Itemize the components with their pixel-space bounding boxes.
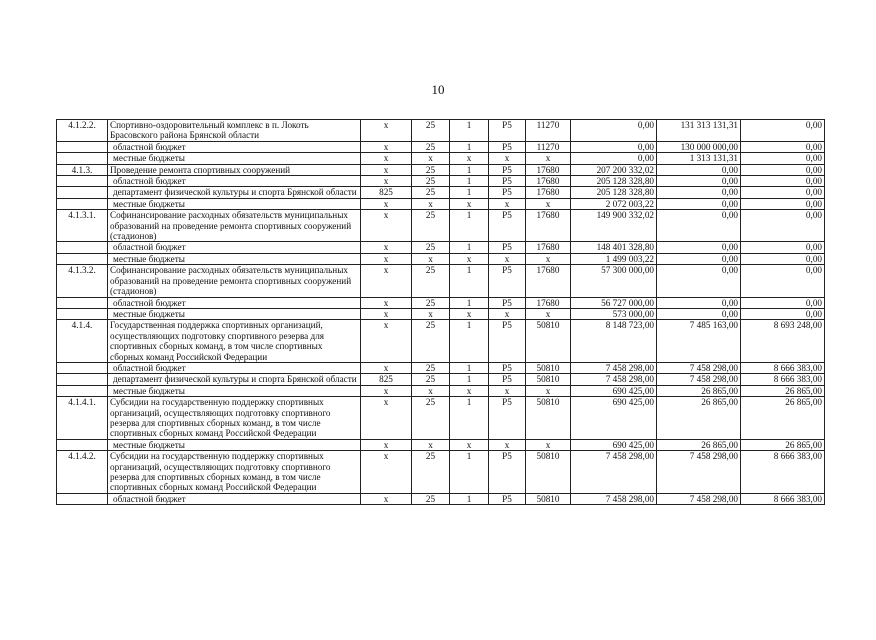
cell-program: х: [489, 439, 526, 450]
table-row: [57, 362, 825, 373]
cell-section: 25: [412, 320, 450, 363]
cell-value-1: 205 128 328,80: [571, 187, 657, 198]
cell-value-3: 0,00: [741, 164, 825, 175]
table-row: [57, 451, 825, 494]
table-body: [57, 120, 825, 505]
cell-section: х: [412, 308, 450, 319]
cell-grbs: 825: [361, 187, 412, 198]
cell-program: Р5: [489, 176, 526, 187]
cell-subsection: 1: [450, 451, 489, 494]
table-row: [57, 210, 825, 242]
cell-subsection: 1: [450, 210, 489, 242]
cell-code: 4.1.3.: [57, 164, 108, 175]
cell-subsection: х: [450, 308, 489, 319]
cell-section: 25: [412, 493, 450, 504]
cell-name: местные бюджеты: [108, 153, 361, 164]
cell-name: Субсидии на государственную поддержку спортивных организаций, осуществляющих подготовку спортивного резерва для спортивных сборных команд, в том числе спортивных сборных команд Российской Федерации: [108, 451, 361, 494]
cell-direction: х: [526, 385, 571, 396]
cell-code: [57, 374, 108, 385]
cell-value-1: 573 000,00: [571, 308, 657, 319]
cell-direction: 17680: [526, 176, 571, 187]
cell-name: местные бюджеты: [108, 253, 361, 264]
cell-direction: х: [526, 153, 571, 164]
table-row: [57, 242, 825, 253]
cell-code: [57, 141, 108, 152]
cell-code: 4.1.4.: [57, 320, 108, 363]
cell-direction: 50810: [526, 397, 571, 440]
cell-section: х: [412, 385, 450, 396]
cell-name: местные бюджеты: [108, 385, 361, 396]
cell-value-2: 0,00: [657, 210, 741, 242]
cell-value-2: 7 458 298,00: [657, 493, 741, 504]
cell-value-1: 207 200 332,02: [571, 164, 657, 175]
cell-direction: 11270: [526, 120, 571, 142]
cell-subsection: 1: [450, 242, 489, 253]
cell-value-1: 7 458 298,00: [571, 451, 657, 494]
cell-code: 4.1.4.2.: [57, 451, 108, 494]
cell-value-2: 1 313 131,31: [657, 153, 741, 164]
cell-value-1: 56 727 000,00: [571, 297, 657, 308]
cell-program: Р5: [489, 362, 526, 373]
cell-code: [57, 198, 108, 209]
cell-value-1: 7 458 298,00: [571, 374, 657, 385]
cell-grbs: х: [361, 362, 412, 373]
cell-direction: 17680: [526, 242, 571, 253]
cell-value-2: 26 865,00: [657, 397, 741, 440]
cell-section: 25: [412, 120, 450, 142]
cell-grbs: х: [361, 242, 412, 253]
cell-program: Р5: [489, 141, 526, 152]
cell-value-1: 0,00: [571, 153, 657, 164]
cell-name: Субсидии на государственную поддержку спортивных организаций, осуществляющих подготовку спортивного резерва для спортивных сборных команд, в том числе спортивных сборных команд Российской Федерации: [108, 397, 361, 440]
cell-value-1: 57 300 000,00: [571, 265, 657, 297]
cell-code: 4.1.3.2.: [57, 265, 108, 297]
cell-name: Софинансирование расходных обязательств муниципальных образований на проведение ремонта спортивных сооружений (стадионов): [108, 210, 361, 242]
cell-direction: 50810: [526, 362, 571, 373]
budget-table: [56, 119, 825, 505]
table-row: [57, 297, 825, 308]
cell-value-2: 131 313 131,31: [657, 120, 741, 142]
cell-value-1: 690 425,00: [571, 439, 657, 450]
cell-subsection: 1: [450, 176, 489, 187]
table-row: [57, 198, 825, 209]
table-row: [57, 308, 825, 319]
cell-code: [57, 385, 108, 396]
cell-subsection: х: [450, 153, 489, 164]
cell-name: областной бюджет: [108, 297, 361, 308]
cell-value-1: 0,00: [571, 141, 657, 152]
cell-value-3: 8 666 383,00: [741, 362, 825, 373]
cell-grbs: х: [361, 210, 412, 242]
table-row: [57, 120, 825, 142]
cell-program: х: [489, 153, 526, 164]
cell-subsection: 1: [450, 320, 489, 363]
cell-value-1: 690 425,00: [571, 397, 657, 440]
cell-code: [57, 253, 108, 264]
cell-program: х: [489, 198, 526, 209]
cell-grbs: х: [361, 385, 412, 396]
cell-program: Р5: [489, 493, 526, 504]
cell-program: Р5: [489, 164, 526, 175]
cell-program: Р5: [489, 210, 526, 242]
cell-name: областной бюджет: [108, 362, 361, 373]
cell-code: [57, 308, 108, 319]
cell-value-3: 0,00: [741, 120, 825, 142]
table-row: [57, 253, 825, 264]
cell-direction: х: [526, 308, 571, 319]
cell-section: 25: [412, 141, 450, 152]
cell-direction: 17680: [526, 297, 571, 308]
cell-value-2: 7 485 163,00: [657, 320, 741, 363]
cell-value-2: 0,00: [657, 242, 741, 253]
cell-value-3: 0,00: [741, 141, 825, 152]
cell-value-3: 8 666 383,00: [741, 493, 825, 504]
cell-value-3: 0,00: [741, 176, 825, 187]
cell-program: Р5: [489, 297, 526, 308]
cell-grbs: х: [361, 439, 412, 450]
cell-grbs: х: [361, 141, 412, 152]
cell-section: х: [412, 439, 450, 450]
cell-value-2: 0,00: [657, 253, 741, 264]
cell-value-2: 7 458 298,00: [657, 451, 741, 494]
cell-value-3: 0,00: [741, 308, 825, 319]
cell-value-3: 26 865,00: [741, 439, 825, 450]
cell-value-1: 0,00: [571, 120, 657, 142]
cell-subsection: 1: [450, 265, 489, 297]
cell-subsection: 1: [450, 164, 489, 175]
cell-name: департамент физической культуры и спорта Брянской области: [108, 187, 361, 198]
cell-grbs: х: [361, 451, 412, 494]
table-row: [57, 164, 825, 175]
cell-value-2: 0,00: [657, 308, 741, 319]
table-row: [57, 397, 825, 440]
cell-value-2: 0,00: [657, 187, 741, 198]
cell-section: 25: [412, 176, 450, 187]
cell-direction: 11270: [526, 141, 571, 152]
cell-direction: 17680: [526, 210, 571, 242]
cell-subsection: 1: [450, 141, 489, 152]
cell-grbs: х: [361, 320, 412, 363]
cell-value-3: 8 693 248,00: [741, 320, 825, 363]
cell-code: 4.1.3.1.: [57, 210, 108, 242]
cell-name: местные бюджеты: [108, 198, 361, 209]
cell-value-2: 0,00: [657, 176, 741, 187]
cell-direction: х: [526, 439, 571, 450]
cell-code: [57, 297, 108, 308]
cell-section: 25: [412, 451, 450, 494]
cell-value-3: 0,00: [741, 253, 825, 264]
cell-section: 25: [412, 242, 450, 253]
table-row: [57, 176, 825, 187]
cell-value-3: 0,00: [741, 187, 825, 198]
cell-section: 25: [412, 374, 450, 385]
table-row: [57, 385, 825, 396]
cell-program: х: [489, 253, 526, 264]
cell-name: Спортивно-оздоровительный комплекс в п. Локоть Брасовского района Брянской области: [108, 120, 361, 142]
cell-code: [57, 187, 108, 198]
cell-code: [57, 362, 108, 373]
cell-value-1: 7 458 298,00: [571, 362, 657, 373]
cell-code: 4.1.2.2.: [57, 120, 108, 142]
cell-name: местные бюджеты: [108, 439, 361, 450]
cell-section: х: [412, 198, 450, 209]
cell-section: х: [412, 153, 450, 164]
cell-grbs: х: [361, 308, 412, 319]
cell-subsection: 1: [450, 187, 489, 198]
table-row: [57, 320, 825, 363]
cell-grbs: х: [361, 120, 412, 142]
cell-grbs: х: [361, 265, 412, 297]
cell-value-1: 2 072 003,22: [571, 198, 657, 209]
cell-value-1: 7 458 298,00: [571, 493, 657, 504]
cell-value-3: 0,00: [741, 265, 825, 297]
cell-value-3: 8 666 383,00: [741, 451, 825, 494]
cell-value-1: 8 148 723,00: [571, 320, 657, 363]
cell-value-2: 7 458 298,00: [657, 374, 741, 385]
page-number: 10: [431, 82, 445, 97]
table-row: [57, 141, 825, 152]
cell-program: Р5: [489, 265, 526, 297]
table-row: [57, 493, 825, 504]
cell-program: х: [489, 308, 526, 319]
cell-subsection: х: [450, 385, 489, 396]
cell-direction: 17680: [526, 265, 571, 297]
table-row: [57, 265, 825, 297]
cell-name: Софинансирование расходных обязательств муниципальных образований на проведение ремонта спортивных сооружений (стадионов): [108, 265, 361, 297]
cell-direction: х: [526, 253, 571, 264]
cell-name: Проведение ремонта спортивных сооружений: [108, 164, 361, 175]
cell-subsection: 1: [450, 120, 489, 142]
cell-value-2: 0,00: [657, 164, 741, 175]
cell-program: Р5: [489, 374, 526, 385]
cell-subsection: х: [450, 439, 489, 450]
cell-code: 4.1.4.1.: [57, 397, 108, 440]
cell-name: областной бюджет: [108, 493, 361, 504]
cell-value-1: 149 900 332,02: [571, 210, 657, 242]
cell-section: 25: [412, 265, 450, 297]
cell-direction: 50810: [526, 374, 571, 385]
cell-subsection: х: [450, 253, 489, 264]
cell-subsection: 1: [450, 362, 489, 373]
cell-grbs: х: [361, 198, 412, 209]
table-row: [57, 187, 825, 198]
cell-value-3: 0,00: [741, 198, 825, 209]
cell-value-3: 8 666 383,00: [741, 374, 825, 385]
cell-value-3: 26 865,00: [741, 397, 825, 440]
cell-direction: х: [526, 198, 571, 209]
cell-program: Р5: [489, 120, 526, 142]
table-row: [57, 374, 825, 385]
cell-value-1: 148 401 328,80: [571, 242, 657, 253]
cell-direction: 50810: [526, 451, 571, 494]
cell-program: Р5: [489, 187, 526, 198]
cell-name: областной бюджет: [108, 242, 361, 253]
cell-section: 25: [412, 210, 450, 242]
cell-value-3: 0,00: [741, 153, 825, 164]
cell-subsection: 1: [450, 397, 489, 440]
cell-subsection: 1: [450, 493, 489, 504]
cell-value-2: 0,00: [657, 297, 741, 308]
cell-value-2: 0,00: [657, 198, 741, 209]
cell-subsection: 1: [450, 374, 489, 385]
table-row: [57, 153, 825, 164]
cell-value-3: 0,00: [741, 210, 825, 242]
cell-subsection: 1: [450, 297, 489, 308]
cell-value-1: 690 425,00: [571, 385, 657, 396]
cell-grbs: х: [361, 164, 412, 175]
cell-direction: 17680: [526, 187, 571, 198]
cell-value-2: 26 865,00: [657, 385, 741, 396]
cell-grbs: 825: [361, 374, 412, 385]
cell-direction: 17680: [526, 164, 571, 175]
cell-section: 25: [412, 297, 450, 308]
cell-grbs: х: [361, 297, 412, 308]
cell-section: 25: [412, 397, 450, 440]
cell-code: [57, 493, 108, 504]
cell-name: Государственная поддержка спортивных организаций, осуществляющих подготовку спортивного резерва для спортивных сборных команд, в том числе спортивных сборных команд Российской Федерации: [108, 320, 361, 363]
cell-grbs: х: [361, 253, 412, 264]
cell-program: х: [489, 385, 526, 396]
cell-grbs: х: [361, 397, 412, 440]
cell-name: департамент физической культуры и спорта Брянской области: [108, 374, 361, 385]
cell-code: [57, 176, 108, 187]
cell-section: х: [412, 253, 450, 264]
cell-section: 25: [412, 362, 450, 373]
cell-value-3: 0,00: [741, 242, 825, 253]
cell-direction: 50810: [526, 493, 571, 504]
cell-value-2: 130 000 000,00: [657, 141, 741, 152]
cell-program: Р5: [489, 397, 526, 440]
cell-name: областной бюджет: [108, 176, 361, 187]
cell-grbs: х: [361, 176, 412, 187]
cell-code: [57, 153, 108, 164]
cell-section: 25: [412, 187, 450, 198]
cell-name: областной бюджет: [108, 141, 361, 152]
cell-subsection: х: [450, 198, 489, 209]
cell-section: 25: [412, 164, 450, 175]
cell-code: [57, 242, 108, 253]
cell-grbs: х: [361, 153, 412, 164]
cell-name: местные бюджеты: [108, 308, 361, 319]
cell-value-1: 1 499 003,22: [571, 253, 657, 264]
cell-program: Р5: [489, 242, 526, 253]
cell-value-2: 0,00: [657, 265, 741, 297]
cell-direction: 50810: [526, 320, 571, 363]
cell-program: Р5: [489, 451, 526, 494]
cell-value-3: 26 865,00: [741, 385, 825, 396]
cell-code: [57, 439, 108, 450]
table-row: [57, 439, 825, 450]
cell-value-3: 0,00: [741, 297, 825, 308]
cell-value-2: 26 865,00: [657, 439, 741, 450]
cell-value-1: 205 128 328,80: [571, 176, 657, 187]
cell-grbs: х: [361, 493, 412, 504]
cell-program: Р5: [489, 320, 526, 363]
cell-value-2: 7 458 298,00: [657, 362, 741, 373]
